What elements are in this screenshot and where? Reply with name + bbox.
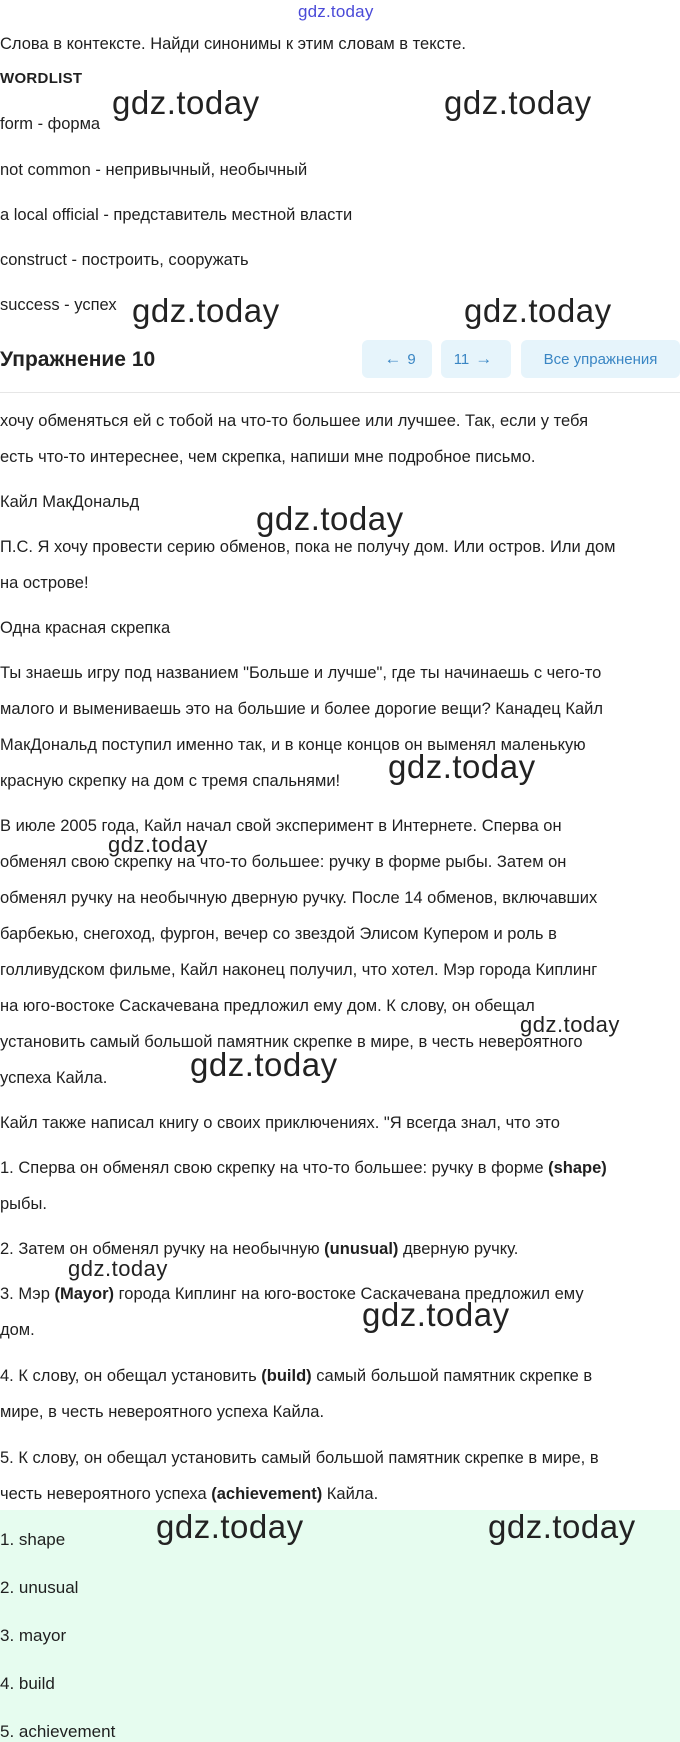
watermark: gdz.today xyxy=(108,832,208,857)
answer-item: 5. achievement xyxy=(0,1722,116,1741)
sentence-2: 2. Затем он обменял ручку на необычную (unusual) дверную ручку. xyxy=(0,1240,519,1258)
sentence-5: 5. К слову, он обещал установить самый большой памятник скрепке в мире, в xyxy=(0,1449,599,1467)
sentence-5-cont: честь невероятного успеха (achievement) Кайла. xyxy=(0,1485,379,1503)
letter-line: П.С. Я хочу провести серию обменов, пока не получу дом. Или остров. Или дом xyxy=(0,538,616,556)
story-line: красную скрепку на дом с тремя спальнями! xyxy=(0,772,341,790)
next-exercise-label: 11 xyxy=(453,350,470,368)
watermark: gdz.today xyxy=(520,1012,620,1037)
story-line: на юго-востоке Саскачевана предложил ему дом. К слову, он обещал xyxy=(0,997,535,1015)
all-exercises-button[interactable] xyxy=(521,340,680,378)
sentence-1-cont: рыбы. xyxy=(0,1195,47,1213)
watermark: gdz.today xyxy=(488,1508,636,1545)
watermark: gdz.today xyxy=(444,84,592,121)
arrow-right-icon: → xyxy=(475,349,493,368)
story-line: успеха Кайла. xyxy=(0,1069,108,1087)
sentence-4: 4. К слову, он обещал установить (build) самый большой памятник скрепке в xyxy=(0,1367,593,1385)
sentence-3-cont: дом. xyxy=(0,1321,35,1339)
story-line: малого и вымениваешь это на большие и более дорогие вещи? Канадец Кайл xyxy=(0,700,603,718)
letter-line: хочу обменяться ей с тобой на что-то большее или лучшее. Так, если у тебя xyxy=(0,412,589,430)
letter-line: есть что-то интереснее, чем скрепка, напиши мне подробное письмо. xyxy=(0,448,536,466)
watermark: gdz.today xyxy=(132,292,280,329)
wordlist-item: a local official - представитель местной власти xyxy=(0,206,353,224)
answer-item: 1. shape xyxy=(0,1530,66,1549)
exercise-header xyxy=(0,336,680,393)
prev-exercise-button[interactable] xyxy=(362,340,432,378)
story-line: Ты знаешь игру под названием "Больше и лучше", где ты начинаешь с чего-то xyxy=(0,664,602,682)
intro-text: Слова в контексте. Найди синонимы к этим словам в тексте. xyxy=(0,35,466,53)
watermark: gdz.today xyxy=(112,84,260,121)
sentence-4-cont: мире, в честь невероятного успеха Кайла. xyxy=(0,1403,325,1421)
watermark: gdz.today xyxy=(190,1046,338,1083)
story-line: МакДональд поступил именно так, и в конце концов он выменял маленькую xyxy=(0,736,586,754)
story-line: В июле 2005 года, Кайл начал свой эксперимент в Интернете. Сперва он xyxy=(0,817,562,835)
story-line: голливудском фильме, Кайл наконец получил, что хотел. Мэр города Киплинг xyxy=(0,961,598,979)
wordlist-item: construct - построить, сооружать xyxy=(0,251,249,269)
all-exercises-label: Все упражнения xyxy=(543,350,658,368)
wordlist-item: not common - непривычный, необычный xyxy=(0,161,308,179)
prev-exercise-label: 9 xyxy=(407,350,416,368)
watermark: gdz.today xyxy=(464,292,612,329)
sentence-1: 1. Сперва он обменял свою скрепку на что-то большее: ручку в форме (shape) xyxy=(0,1159,607,1177)
exercise-title: Упражнение 10 xyxy=(0,348,156,371)
wordlist-item: form - форма xyxy=(0,115,101,133)
watermark: gdz.today xyxy=(362,1296,510,1333)
story-line: обменял свою скрепку на что-то большее: ручку в форме рыбы. Затем он xyxy=(0,853,567,871)
letter-line: на острове! xyxy=(0,574,89,592)
story-line: Кайл также написал книгу о своих приключениях. "Я всегда знал, что это xyxy=(0,1114,560,1132)
answer-item: 4. build xyxy=(0,1674,55,1693)
answer-item: 3. mayor xyxy=(0,1626,67,1645)
story-line: установить самый большой памятник скрепке в мире, в честь невероятного xyxy=(0,1033,583,1051)
watermark: gdz.today xyxy=(68,1256,168,1281)
arrow-left-icon: ← xyxy=(384,349,402,368)
wordlist-title: WORDLIST xyxy=(0,70,83,87)
story-line: обменял ручку на необычную дверную ручку. После 14 обменов, включавших xyxy=(0,889,598,907)
answer-item: 2. unusual xyxy=(0,1578,79,1597)
letter-line: Кайл МакДональд xyxy=(0,493,140,511)
watermark: gdz.today xyxy=(256,500,404,537)
next-exercise-button[interactable] xyxy=(441,340,511,378)
wordlist-item: success - успех xyxy=(0,296,117,314)
story-title: Одна красная скрепка xyxy=(0,619,171,637)
watermark: gdz.today xyxy=(388,748,536,785)
sentence-3: 3. Мэр (Mayor) города Киплинг на юго-востоке Саскачевана предложил ему xyxy=(0,1285,584,1303)
site-watermark-top: gdz.today xyxy=(298,2,374,21)
story-line: барбекью, снегоход, фургон, вечер со звездой Элисом Купером и роль в xyxy=(0,925,557,943)
watermark: gdz.today xyxy=(156,1508,304,1545)
